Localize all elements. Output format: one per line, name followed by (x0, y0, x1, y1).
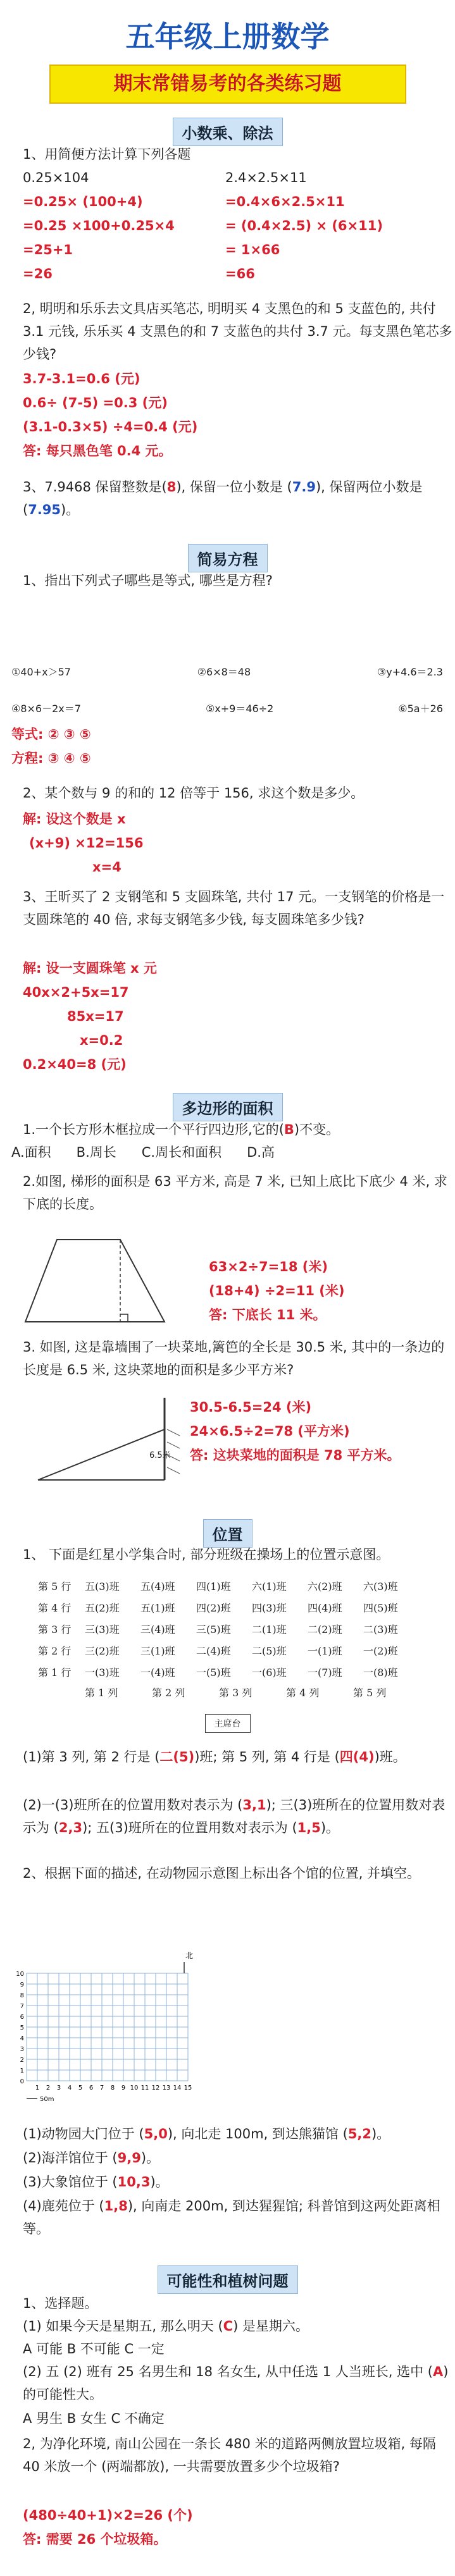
equation-item: ③y+4.6＝2.3 (377, 666, 443, 678)
x-tick-label: 1 (35, 2085, 40, 2092)
row-label: 第 3 行 (38, 1623, 72, 1636)
solution-step: =25+1 (23, 242, 73, 257)
question-prompt: 2, 为净化环境, 南山公园在一条长 480 米的道路两侧放置垃圾箱, 每隔 40 米放一个 (两端都放), 一共需要放置多少个垃圾箱? (23, 2436, 436, 2474)
seating-row (38, 1661, 430, 1682)
class-cell: 一(4)班 (140, 1666, 175, 1679)
equation-item: ⑥5a＋26 (398, 703, 443, 715)
option-a: A.面积 (11, 1145, 51, 1160)
y-tick-label: 5 (20, 2024, 24, 2031)
seating-chart (38, 1575, 430, 1699)
position-answer-2: (2)一(3)班所在的位置用数对表示为 (3,1); 三(3)班所在的位置用数对表示为 (2,3); 五(3)班所在的位置用数对表示为 (1,5)。 (23, 1797, 446, 1835)
class-cell: 一(3)班 (85, 1666, 120, 1679)
row-label: 第 2 行 (38, 1644, 72, 1657)
probability-q2: (2) 五 (2) 班有 25 名男生和 18 名女生, 从中任选 1 人当班长, 选中 (A) 的可能性大。 (23, 2364, 449, 2402)
x-tick-label: 13 (162, 2085, 171, 2092)
solution-step: (18+4) ÷2=11 (米) (209, 1283, 345, 1298)
x-tick-label: 5 (78, 2085, 83, 2092)
section-title: 可能性和植树问题 (158, 2265, 298, 2294)
class-cell: 五(4)班 (140, 1580, 175, 1593)
seating-row (38, 1618, 430, 1639)
zoo-answer-3: (3)大象馆位于 (10,3)。 (23, 2174, 169, 2190)
class-cell: 四(5)班 (363, 1601, 398, 1614)
zoo-grid-map (13, 1910, 228, 2112)
class-cell: 一(8)班 (363, 1666, 398, 1679)
side-length-label: 6.5米 (149, 1451, 171, 1460)
question-prompt: 2.如图, 梯形的面积是 63 平方米, 高是 7 米, 已知上底比下底少 4 米, 求下底的长度。 (23, 1174, 447, 1212)
option-c: C.周长和面积 (141, 1145, 222, 1160)
solution-step: (x+9) ×12=156 (29, 835, 144, 851)
equation-item: ④8×6－2x＝7 (11, 703, 81, 715)
column-label: 第 1 列 (85, 1687, 118, 1699)
problem-expression: 0.25×104 (23, 170, 89, 185)
class-cell: 一(1)班 (308, 1644, 342, 1657)
y-tick-label: 3 (20, 2046, 24, 2053)
zoo-answer-2: (2)海洋馆位于 (9,9)。 (23, 2150, 160, 2166)
section-title: 小数乘、除法 (173, 118, 283, 146)
column-labels (38, 1685, 430, 1699)
y-tick-label: 9 (20, 1981, 24, 1988)
question-prompt: 2, 明明和乐乐去文具店买笔芯, 明明买 4 支黑色的和 5 支蓝色的, 共付 3.1 元钱, 乐乐买 4 支黑色的和 7 支蓝色的共付 3.7 元。每支黑色笔芯多少钱? (23, 301, 452, 362)
page-title: 五年级上册数学 (125, 20, 330, 54)
class-cell: 四(2)班 (196, 1601, 231, 1614)
solution-step: 解: 设一支圆珠笔 x 元 (23, 961, 157, 976)
class-cell: 五(1)班 (140, 1601, 175, 1614)
x-tick-label: 3 (56, 2085, 61, 2092)
y-tick-label: 8 (20, 1992, 24, 1999)
solution-step: 85x=17 (67, 1009, 124, 1024)
class-cell: 六(2)班 (308, 1580, 342, 1593)
answer-equations: 方程: ③ ④ ⑤ (11, 751, 91, 766)
class-cell: 二(2)班 (308, 1623, 342, 1636)
question-prompt: 1、 下面是红星小学集合时, 部分班级在操场上的位置示意图。 (23, 1547, 390, 1562)
question-prompt: 3. 如图, 这是靠墙围了一块菜地,篱笆的全长是 30.5 米, 其中的一条边的长度是 6.5 米, 这块菜地的面积是多少平方米? (23, 1340, 445, 1377)
solution-step: (3.1-0.3×5) ÷4=0.4 (元) (23, 419, 198, 434)
probability-q1: (1) 如果今天是星期五, 那么明天 (C) 是星期六。 (23, 2319, 309, 2334)
x-tick-label: 7 (99, 2085, 104, 2092)
rounding-question: 3、7.9468 保留整数是(8), 保留一位小数是 (7.9), 保留两位小数是 (7.95)。 (23, 479, 423, 517)
answer-text: 答: 这块菜地的面积是 78 平方米。 (190, 1448, 401, 1463)
question-prompt: 1、用简便方法计算下列各题 (23, 147, 191, 162)
class-cell: 五(3)班 (85, 1580, 120, 1593)
class-cell: 三(5)班 (196, 1623, 231, 1636)
options-row: A 男生 B 女生 C 不确定 (23, 2411, 165, 2426)
solution-step: 0.6÷ (7-5) =0.3 (元) (23, 395, 168, 410)
answer-text: 答: 下底长 11 米。 (209, 1307, 327, 1322)
class-cell: 二(5)班 (252, 1644, 287, 1657)
class-cell: 四(3)班 (252, 1601, 287, 1614)
class-cell: 一(2)班 (363, 1644, 398, 1657)
x-tick-label: 10 (130, 2085, 139, 2092)
wall-hatch (167, 1442, 180, 1448)
x-tick-label: 8 (110, 2085, 115, 2092)
x-tick-label: 15 (184, 2085, 192, 2092)
class-cell: 三(1)班 (140, 1644, 175, 1657)
y-tick-label: 6 (20, 2014, 24, 2021)
seating-row (38, 1575, 430, 1596)
question-prompt: 2、某个数与 9 的和的 12 倍等于 156, 求这个数是多少。 (23, 786, 365, 801)
class-cell: 四(4)班 (308, 1601, 342, 1614)
solution-step: = (0.4×2.5) × (6×11) (225, 218, 383, 233)
class-cell: 一(7)班 (308, 1666, 342, 1679)
solution-step: =0.25 ×100+0.25×4 (23, 218, 175, 233)
column-label: 第 5 列 (353, 1687, 387, 1699)
section-title: 多边形的面积 (173, 1093, 283, 1121)
column-label: 第 4 列 (286, 1687, 320, 1699)
y-tick-label: 0 (20, 2078, 24, 2085)
class-cell: 三(4)班 (140, 1623, 175, 1636)
class-cell: 六(3)班 (363, 1580, 398, 1593)
section-title: 位置 (203, 1519, 252, 1548)
question-prompt: 2、根据下面的描述, 在动物园示意图上标出各个馆的位置, 并填空。 (23, 1866, 421, 1881)
answer-one-decimal: 7.9 (292, 479, 316, 495)
answer-text: 答: 需要 26 个垃圾箱。 (23, 2532, 167, 2547)
option-b: B.周长 (76, 1145, 116, 1160)
y-tick-label: 7 (20, 2003, 24, 2010)
row-label: 第 1 行 (38, 1666, 72, 1679)
option-d: D.高 (247, 1145, 275, 1160)
class-cell: 一(6)班 (252, 1666, 287, 1679)
class-cell: 三(3)班 (85, 1623, 120, 1636)
equation-item: ⑤x+9＝46÷2 (205, 703, 274, 715)
question-prompt: 1、指出下列式子哪些是等式, 哪些是方程? (23, 573, 273, 588)
x-tick-label: 12 (151, 2085, 160, 2092)
trapezoid-figure (19, 1233, 177, 1328)
solution-step: =0.4×6×2.5×11 (225, 194, 345, 209)
subtitle-banner: 期末常错易考的各类练习题 (49, 65, 406, 104)
equation-item: ①40+x＞57 (11, 666, 71, 678)
column-label: 第 3 列 (219, 1687, 252, 1699)
solution-step: 解: 设这个数是 x (23, 811, 126, 827)
position-answer-1: (1)第 3 列, 第 2 行是 (二(5))班; 第 5 列, 第 4 行是 (四(4))班。 (23, 1749, 406, 1765)
solution-step: x=0.2 (80, 1033, 123, 1048)
answer-integer: 8 (166, 479, 177, 495)
class-cell: 四(1)班 (196, 1580, 231, 1593)
solution-step: =66 (225, 266, 255, 281)
right-angle-mark (120, 1314, 128, 1322)
y-tick-label: 2 (20, 2057, 24, 2064)
seating-row (38, 1596, 430, 1618)
trapezoid-shape (25, 1240, 165, 1322)
solution-step: 0.2×40=8 (元) (23, 1057, 127, 1072)
class-cell: 二(3)班 (363, 1623, 398, 1636)
options-row: A 可能 B 不可能 C 一定 (23, 2341, 165, 2357)
solution-step: (480÷40+1)×2=26 (个) (23, 2508, 193, 2523)
solution-step: 30.5-6.5=24 (米) (190, 1400, 312, 1415)
seating-row (38, 1639, 430, 1661)
column-label: 第 2 列 (152, 1687, 185, 1699)
row-label: 第 5 行 (38, 1580, 72, 1593)
solution-step: =0.25× (100+4) (23, 194, 143, 209)
stage-box: 主席台 (205, 1714, 251, 1733)
answer-equalities: 等式: ② ③ ⑤ (11, 727, 91, 742)
x-tick-label: 2 (46, 2085, 51, 2092)
solution-step: =26 (23, 266, 53, 281)
fence-line (38, 1429, 165, 1480)
answer-two-decimal: 7.95 (28, 502, 61, 517)
x-tick-label: 6 (89, 2085, 94, 2092)
y-tick-label: 1 (20, 2068, 24, 2074)
problem-expression: 2.4×2.5×11 (225, 170, 307, 185)
x-tick-label: 9 (121, 2085, 126, 2092)
scale-label: 50m (40, 2096, 54, 2103)
question-prompt: 1、选择题。 (23, 2296, 98, 2311)
solution-step: 63×2÷7=18 (米) (209, 1259, 328, 1274)
section-title: 简易方程 (188, 544, 268, 572)
solution-step: 24×6.5÷2=78 (平方米) (190, 1424, 350, 1439)
solution-step: x=4 (92, 860, 122, 875)
y-tick-label: 10 (16, 1971, 24, 1978)
zoo-answer-1: (1)动物园大门位于 (5,0), 向北走 100m, 到达熊猫馆 (5,2)。 (23, 2126, 390, 2142)
x-tick-label: 14 (173, 2085, 182, 2092)
x-tick-label: 4 (67, 2085, 72, 2092)
class-cell: 三(2)班 (85, 1644, 120, 1657)
class-cell: 二(4)班 (196, 1644, 231, 1657)
equation-item: ②6×8＝48 (197, 666, 251, 678)
row-label: 第 4 行 (38, 1601, 72, 1614)
x-tick-label: 11 (140, 2085, 149, 2092)
class-cell: 五(2)班 (85, 1601, 120, 1614)
solution-step: 40x×2+5x=17 (23, 985, 129, 1000)
class-cell: 二(1)班 (252, 1623, 287, 1636)
solution-step: 3.7-3.1=0.6 (元) (23, 371, 140, 386)
y-tick-label: 4 (20, 2035, 24, 2042)
solution-step: = 1×66 (225, 242, 280, 257)
wall-hatch (167, 1467, 180, 1474)
choice-answer: B (284, 1122, 294, 1137)
north-label: 北 (185, 1951, 194, 1960)
class-cell: 一(5)班 (196, 1666, 231, 1679)
vegetable-plot-figure (25, 1391, 184, 1486)
wall-hatch (167, 1429, 180, 1436)
choice-question: 1.一个长方形木框拉成一个平行四边形,它的(B)不变。 (23, 1122, 340, 1137)
question-prompt: 3、王昕买了 2 支钢笔和 5 支圆珠笔, 共付 17 元。一支钢笔的价格是一支圆珠笔的 40 倍, 求每支钢笔多少钱, 每支圆珠笔多少钱? (23, 889, 445, 927)
class-cell: 六(1)班 (252, 1580, 287, 1593)
answer-text: 答: 每只黑色笔 0.4 元。 (23, 443, 172, 459)
zoo-answer-4: (4)鹿苑位于 (1,8), 向南走 200m, 到达猩猩馆; 科普馆到这两处距离相等。 (23, 2198, 440, 2236)
